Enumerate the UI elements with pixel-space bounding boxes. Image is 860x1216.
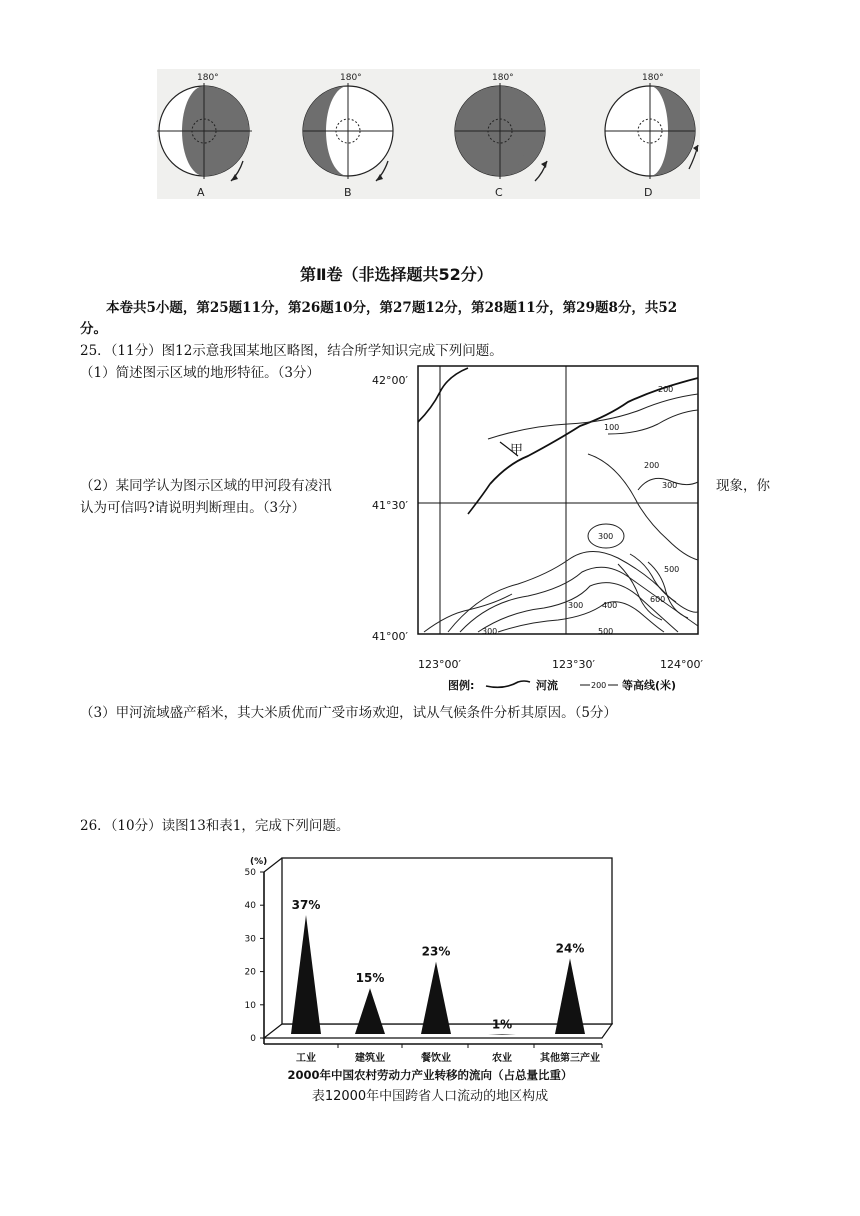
contour-label: 300	[568, 601, 584, 610]
y-tick-label: 10	[244, 1000, 256, 1011]
lon-label-123: 123°00′	[418, 658, 461, 671]
q25-sub2-line2: 认为可信吗?请说明判断理由。（3分）	[80, 500, 306, 516]
globe-d-top-label: 180°	[642, 73, 664, 83]
q25-sub2-right: 现象，你	[716, 478, 770, 494]
x-category-label: 其他第三产业	[540, 1053, 600, 1064]
q25-sub2-left: （2）某同学认为图示区域的甲河段有凌汛	[80, 478, 332, 494]
table-caption: 表12000年中国跨省人口流动的地区构成	[311, 1089, 549, 1104]
globe-a-letter: A	[197, 186, 205, 199]
contour-label: 100	[604, 423, 620, 432]
y-tick-label: 40	[244, 901, 256, 912]
bar-chart-svg	[236, 848, 626, 1088]
lat-label-42: 42°00′	[372, 374, 408, 387]
topo-map-svg	[368, 364, 708, 696]
globe-b-top-label: 180°	[340, 73, 362, 83]
section-title: 第Ⅱ卷（非选择题共52分）	[300, 265, 493, 284]
contour-label: 200	[658, 385, 674, 394]
bar-value-label: 37%	[291, 898, 321, 913]
bar-value-label: 23%	[421, 944, 451, 959]
globe-d-letter: D	[644, 186, 653, 199]
contour-label: 600	[650, 595, 666, 604]
y-tick-label: 30	[244, 934, 256, 945]
globe-c-letter: C	[495, 186, 503, 199]
y-axis-label: (%)	[250, 857, 268, 867]
globe-b-letter: B	[344, 186, 352, 199]
x-category-label: 建筑业	[355, 1053, 385, 1064]
bar-value-label: 1%	[491, 1017, 513, 1032]
globe-figure	[157, 69, 700, 199]
globe-c-top-label: 180°	[492, 73, 514, 83]
lat-label-4130: 41°30′	[372, 499, 408, 512]
globe-figure-svg	[157, 69, 700, 199]
contour-label: 500	[598, 627, 614, 636]
contour-label: 500	[664, 565, 680, 574]
lon-label-12330: 123°30′	[552, 658, 595, 671]
legend-title: 图例:	[448, 679, 475, 692]
section-intro-line1: 本卷共5小题，第25题11分，第26题10分，第27题12分，第28题11分，第29题8分，共52	[106, 300, 678, 316]
topo-map	[368, 364, 708, 696]
q26-stem: 26．（10分）读图13和表1，完成下列问题。	[80, 818, 350, 834]
q25-stem: 25．（11分）图12示意我国某地区略图，结合所学知识完成下列问题。	[80, 343, 503, 359]
globe-a-top-label: 180°	[197, 73, 219, 83]
lon-label-124: 124°00′	[660, 658, 703, 671]
bar-chart	[236, 848, 626, 1088]
q25-sub1: （1）简述图示区域的地形特征。（3分）	[80, 365, 320, 381]
contour-label: 200	[644, 461, 660, 470]
q25-sub3: （3）甲河流域盛产稻米，其大米质优而广受市场欢迎，试从气候条件分析其原因。（5分）	[80, 705, 617, 721]
bar-value-label: 24%	[555, 941, 585, 956]
x-category-label: 工业	[296, 1053, 316, 1064]
legend-contour-label: 等高线(米)	[622, 679, 677, 692]
y-tick-label: 50	[244, 868, 256, 878]
chart-title: 2000年中国农村劳动力产业转移的流向（占总量比重）	[287, 1068, 573, 1082]
section-intro-line2: 分。	[80, 321, 107, 337]
contour-label: 400	[602, 601, 618, 610]
lat-label-41: 41°00′	[372, 630, 408, 643]
legend-river-swatch	[486, 681, 530, 687]
legend-contour-value: 200	[591, 681, 607, 690]
contour-label: 300	[482, 627, 498, 636]
legend-river-label: 河流	[536, 679, 558, 692]
y-tick-label: 0	[250, 1034, 256, 1044]
bar-value-label: 15%	[355, 971, 385, 986]
river-label: 甲	[510, 443, 524, 458]
x-category-label: 农业	[492, 1053, 512, 1064]
contour-label: 300	[598, 532, 614, 541]
contour-label: 300	[662, 481, 678, 490]
y-tick-label: 20	[244, 967, 256, 978]
x-category-label: 餐饮业	[421, 1053, 451, 1064]
